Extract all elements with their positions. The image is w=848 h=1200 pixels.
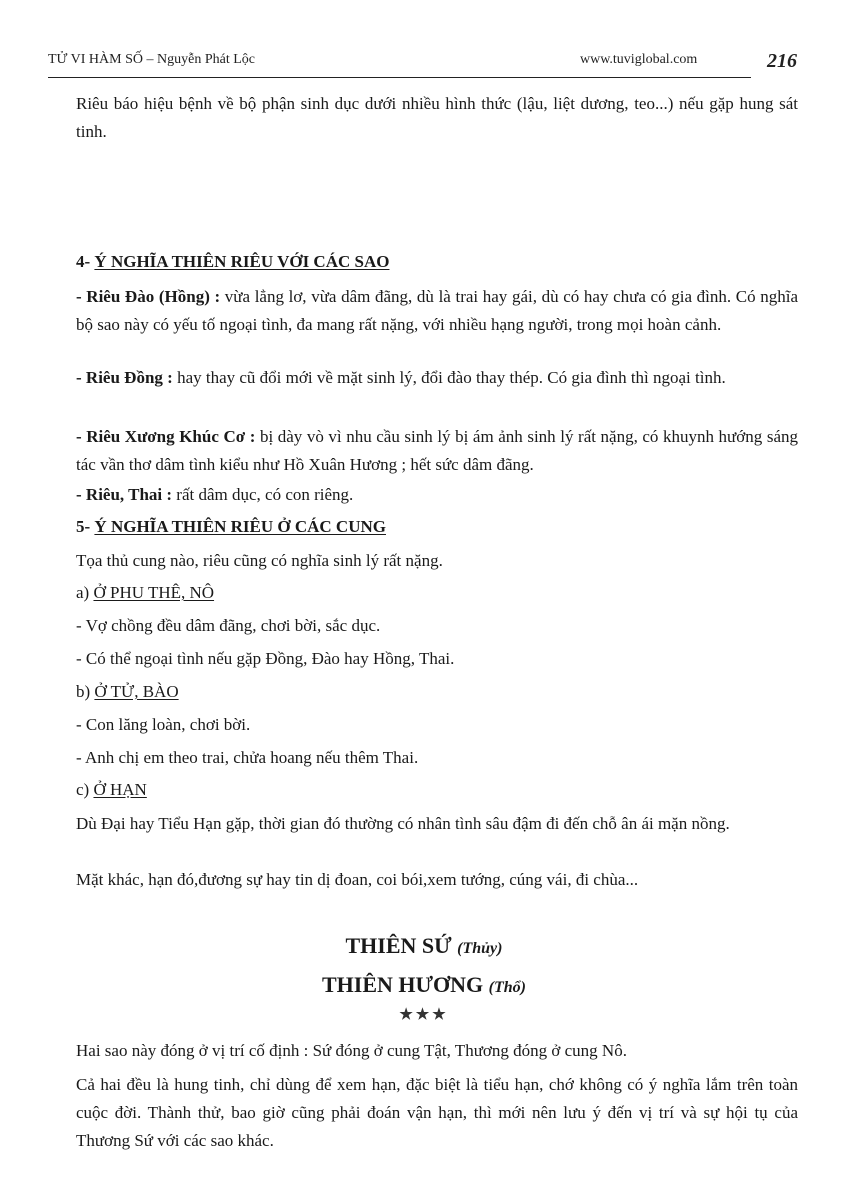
item-text: rất dâm dục, có con riêng. <box>172 485 354 504</box>
item-label: - Riêu, Thai : <box>76 485 173 504</box>
page-number: 216 <box>767 50 797 72</box>
section4-item <box>76 481 798 509</box>
item-text: hay thay cũ đổi mới về mặt sinh lý, đổi đào thay thép. Có gia đình thì ngoại tình. <box>172 368 726 387</box>
section5-intro: Tọa thủ cung nào, riêu cũng có nghĩa sinh lý rất nặng. <box>76 551 443 570</box>
item-text: bị dày vò vì nhu cầu sinh lý bị ám ảnh sinh lý rất nặng, có khuynh hướng sáng tác vần thơ dâm tình kiểu như Hồ Xuân Hương ; hết sức dâm đãng. <box>76 427 798 474</box>
element-label: (Thổ) <box>488 979 526 996</box>
star-title-thien-huong: THIÊN HƯƠNG (Thổ) <box>322 972 526 997</box>
subsection-b-heading: b) Ở TỬ, BÀO <box>76 682 179 701</box>
item-label: - Riêu Xương Khúc Cơ : <box>76 427 256 446</box>
section4-item <box>76 423 798 479</box>
subsection-a-title: Ở PHU THÊ, NÔ <box>93 583 215 602</box>
star-divider: ★★★ <box>399 1007 449 1023</box>
section4-heading <box>76 248 798 276</box>
subsection-b-title: Ở TỬ, BÀO <box>94 682 179 701</box>
section4-item <box>76 364 798 392</box>
element-label: (Thủy) <box>457 940 503 957</box>
section5-heading <box>76 513 798 541</box>
item-label: - Riêu Đào (Hồng) : <box>76 287 221 306</box>
running-header-website: www.tuviglobal.com <box>580 52 698 67</box>
section4-title: Ý NGHĨA THIÊN RIÊU VỚI CÁC SAO <box>94 252 390 271</box>
list-line: - Con lăng loàn, chơi bời. <box>76 715 251 734</box>
paragraph: Cả hai đều là hung tinh, chỉ dùng để xem hạn, đặc biệt là tiểu hạn, chớ không có ý nghĩa lắm trên toàn cuộc đời. Thành thử, bao giờ cũng phải đoán vận hạn, thì mới nên lưu ý đến vị trí và sự hội tụ của Thương Sứ với các sao khác. <box>76 1075 798 1150</box>
item-label: - Riêu Đồng : <box>76 368 173 387</box>
paragraph: Dù Đại hay Tiểu Hạn gặp, thời gian đó thường có nhân tình sâu đậm đi đến chỗ ân ái mặn nồng. <box>76 814 730 833</box>
intro-paragraph: Riêu báo hiệu bệnh về bộ phận sinh dục dưới nhiều hình thức (lậu, liệt dương, teo...) nếu gặp hung sát tinh. <box>76 94 798 141</box>
subsection-a-heading: a) Ở PHU THÊ, NÔ <box>76 583 215 602</box>
header-rule <box>48 77 751 78</box>
list-line: - Vợ chồng đều dâm đãng, chơi bời, sắc dục. <box>76 616 381 635</box>
section5-number: 5- <box>76 517 95 536</box>
star-title-thien-su: THIÊN SỨ (Thủy) <box>345 933 503 958</box>
list-line: - Có thể ngoại tình nếu gặp Đồng, Đào hay Hồng, Thai. <box>76 649 455 668</box>
section5-title: Ý NGHĨA THIÊN RIÊU Ở CÁC CUNG <box>94 517 386 536</box>
section4-item <box>76 283 798 339</box>
paragraph: Hai sao này đóng ở vị trí cố định : Sứ đóng ở cung Tật, Thương đóng ở cung Nô. <box>76 1041 627 1060</box>
paragraph: Mặt khác, hạn đó,đương sự hay tin dị đoan, coi bói,xem tướng, cúng vái, đi chùa... <box>76 870 639 889</box>
item-text: vừa lẳng lơ, vừa dâm đãng, dù là trai hay gái, dù có hay chưa có gia đình. Có nghĩa bộ sao này có yếu tố ngoại tình, đa mang rất nặng, với nhiều hạng người, trong mọi hoàn cảnh. <box>76 287 798 334</box>
list-line: - Anh chị em theo trai, chửa hoang nếu thêm Thai. <box>76 748 419 767</box>
running-header-title: TỬ VI HÀM SỐ – Nguyễn Phát Lộc <box>48 52 255 67</box>
subsection-c-title: Ở HẠN <box>93 780 147 799</box>
subsection-c-heading: c) Ở HẠN <box>76 780 147 799</box>
section4-number: 4- <box>76 252 95 271</box>
